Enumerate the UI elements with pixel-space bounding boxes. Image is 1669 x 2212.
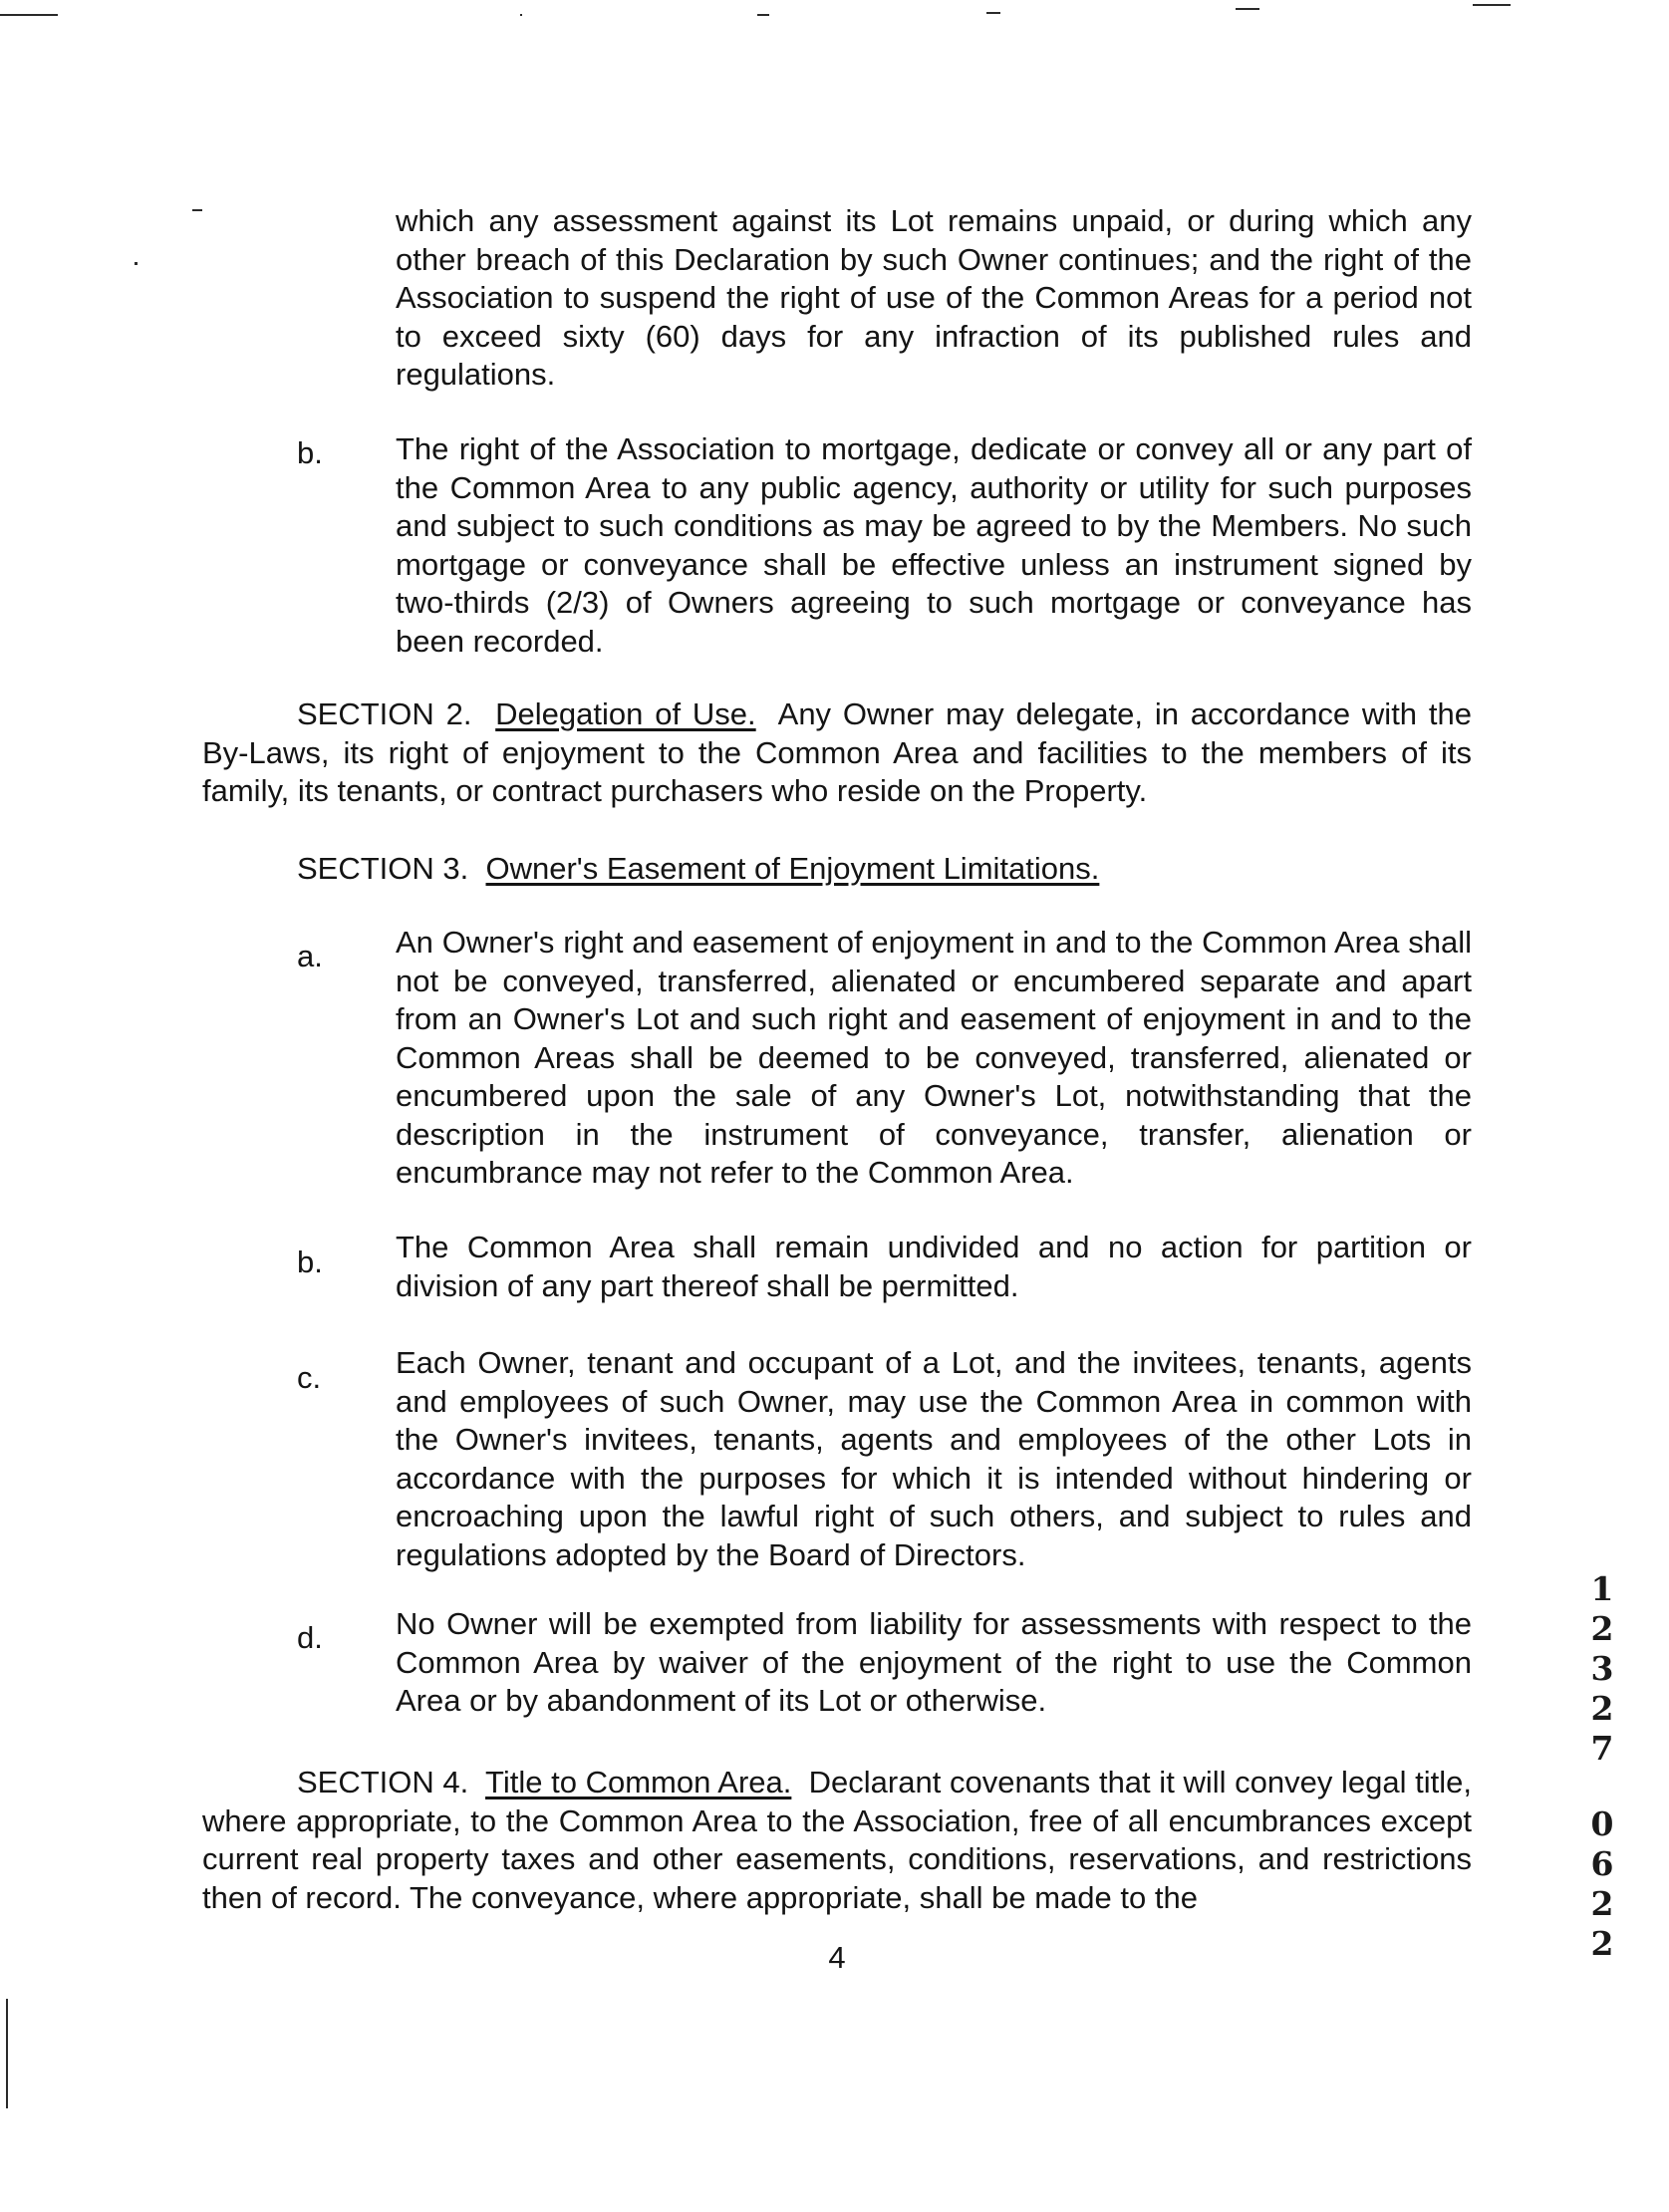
scan-mark-top-4 [1236, 8, 1259, 10]
list-marker-c: c. [297, 1360, 322, 1395]
list-marker-a: a. [297, 939, 323, 973]
section-4-body: Declarant covenants that it will convey legal title, where appropriate, to the Common Area to the Association, free of all encumbrances except current real property taxes and other easements, conditions, reservations, and restrictions then of record. The conveyance, where appropriate, shall be made to the [202, 1765, 1472, 1915]
page-number: 4 [828, 1940, 846, 1975]
section-2-label: SECTION 2. [297, 696, 472, 731]
list-marker-b: b. [297, 435, 323, 470]
continuation-paragraph: which any assessment against its Lot remains unpaid, or during which any other breach of this Declaration by such Owner continues; and the right of the Association to suspend the right of use of the Common Areas for a period not to exceed sixty (60) days for any infraction of its published rules and regulations. [396, 203, 1472, 392]
list-marker-b-section-3: b. [297, 1244, 323, 1279]
section-2-paragraph [202, 695, 1472, 811]
section-2-heading: Delegation of Use. [495, 696, 756, 731]
stamp-digit: 2 [1590, 1689, 1614, 1728]
stamp-digit: 2 [1590, 1924, 1614, 1963]
stamp-digit: 2 [1590, 1609, 1614, 1648]
scan-mark-left-bottom [6, 1999, 8, 2108]
section-3-label: SECTION 3. [297, 851, 469, 886]
scan-mark-left-dot [135, 262, 138, 265]
section-4-heading: Title to Common Area. [485, 1765, 792, 1799]
scan-mark-top-1 [520, 14, 522, 16]
section-3-item-a: An Owner's right and easement of enjoyment in and to the Common Area shall not be conveyed, transferred, alienated or encumbered separate and apart from an Owner's Lot and such right and easement of enjoyment in and to the Common Areas shall be deemed to be conveyed, transferred, alienated or encumbered upon the sale of any Owner's Lot, notwithstanding that the description in the instrument of conveyance, transfer, alienation or encumbrance may not refer to the Common Area. [396, 925, 1472, 1190]
section-3-item-b: The Common Area shall remain undivided and no action for partition or division of any part thereof shall be permitted. [396, 1230, 1472, 1303]
stamp-digit: 7 [1590, 1729, 1614, 1768]
association-rights-item-b: The right of the Association to mortgage, dedicate or convey all or any part of the Common Area to any public agency, authority or utility for such purposes and subject to such conditions as may be agreed to by the Members. No such mortgage or conveyance shall be effective unless an instrument signed by two-thirds (2/3) of Owners agreeing to such mortgage or conveyance has been recorded. [396, 431, 1472, 659]
scan-mark-top-right [1473, 4, 1511, 6]
section-3-heading: Owner's Easement of Enjoyment Limitations. [485, 851, 1100, 886]
section-3-item-c: Each Owner, tenant and occupant of a Lot, and the invitees, tenants, agents and employees of such Owner, may use the Common Area in common with the Owner's invitees, tenants, agents and employees of the other Lots in accordance with the purposes for which it is intended without hindering or encroaching upon the lawful right of such others, and subject to rules and regulations adopted by the Board of Directors. [396, 1345, 1472, 1572]
scan-mark-top-left [0, 14, 58, 16]
list-marker-d: d. [297, 1620, 323, 1655]
section-4-paragraph [202, 1764, 1472, 1917]
section-3-heading-line [297, 850, 1393, 889]
section-3-item-d: No Owner will be exempted from liability for assessments with respect to the Common Area by waiver of the enjoyment of the right to use the Common Area or by abandonment of its Lot or otherwise. [396, 1606, 1472, 1718]
stamp-digit: 0 [1590, 1804, 1614, 1843]
scan-mark-top-3 [986, 12, 1000, 14]
stamp-digit: 3 [1590, 1649, 1614, 1688]
stamp-digit: 6 [1590, 1844, 1614, 1883]
scan-mark-left-dash [192, 209, 202, 211]
recording-number-stamp [1582, 1569, 1622, 1964]
stamp-digit: 2 [1590, 1884, 1614, 1923]
section-2-body: Any Owner may delegate, in accordance with the By-Laws, its right of enjoyment to the Common Area and facilities to the members of its family, its tenants, or contract purchasers who reside on the Property. [202, 696, 1472, 808]
stamp-digit: 1 [1590, 1569, 1614, 1608]
scan-mark-top-2 [757, 14, 769, 16]
section-4-label: SECTION 4. [297, 1765, 469, 1799]
